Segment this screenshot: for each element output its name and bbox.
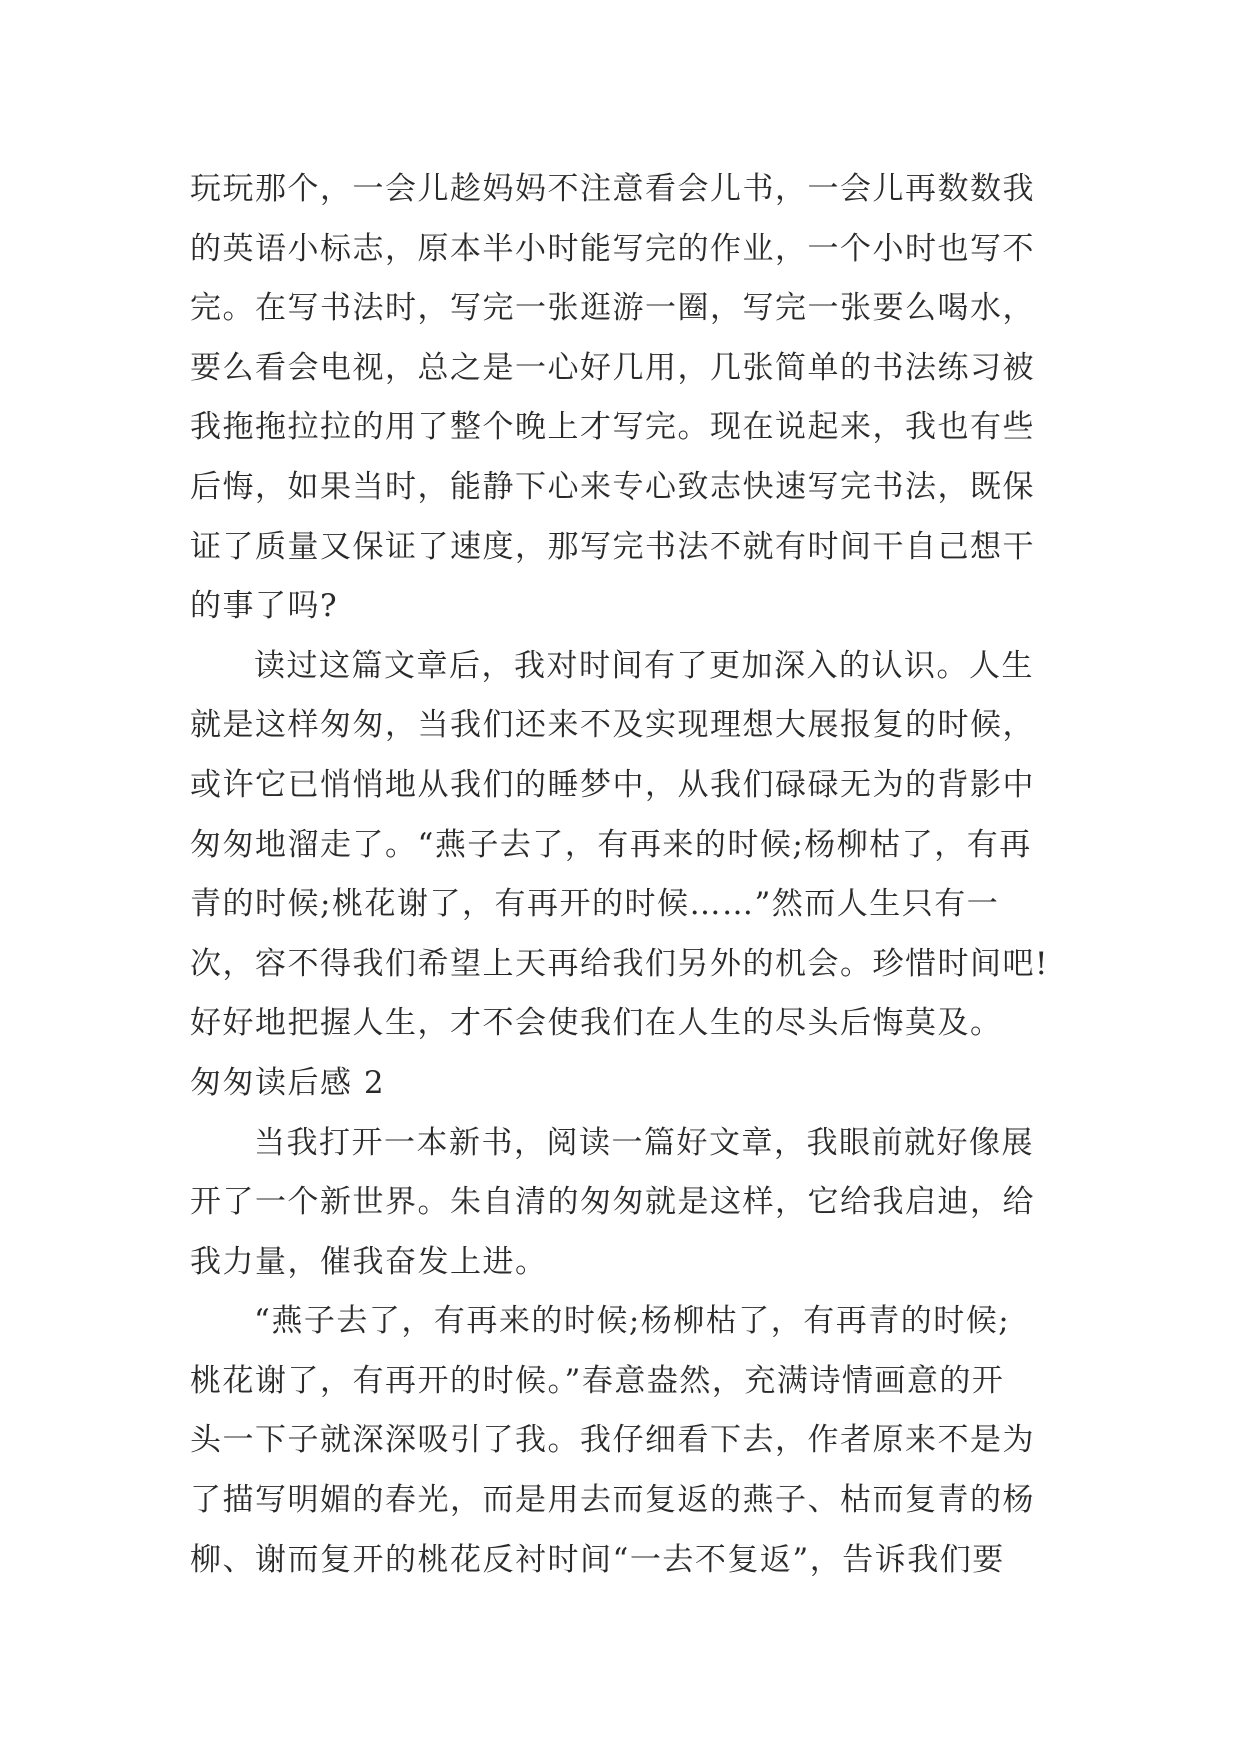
text-line: 我力量，催我奋发上进。	[190, 1243, 548, 1280]
text-line: 好好地把握人生，才不会使我们在人生的尽头后悔莫及。	[190, 1005, 1003, 1042]
text-line: “燕子去了，有再来的时候;杨柳枯了，有再青的时候;	[254, 1303, 1011, 1340]
text-line: 了描写明媚的春光，而是用去而复返的燕子、枯而复青的杨	[190, 1482, 1035, 1519]
text-line: 当我打开一本新书，阅读一篇好文章，我眼前就好像展	[254, 1124, 1034, 1161]
text-line: 次，容不得我们希望上天再给我们另外的机会。珍惜时间吧!	[190, 945, 1049, 982]
text-line: 完。在写书法时，写完一张逛游一圈，写完一张要么喝水，	[190, 290, 1035, 327]
text-line: 的事了吗?	[190, 588, 339, 625]
text-line: 证了质量又保证了速度，那写完书法不就有时间干自己想干	[190, 528, 1035, 565]
text-line: 我拖拖拉拉的用了整个晚上才写完。现在说起来，我也有些	[190, 409, 1035, 446]
text-line: 就是这样匆匆，当我们还来不及实现理想大展报复的时候，	[190, 707, 1035, 744]
text-line: 柳、谢而复开的桃花反衬时间“一去不复返”，告诉我们要	[190, 1541, 1005, 1578]
text-line: 头一下子就深深吸引了我。我仔细看下去，作者原来不是为	[190, 1422, 1035, 1459]
text-line: 的英语小标志，原本半小时能写完的作业，一个小时也写不	[190, 230, 1035, 267]
text-line: 玩玩那个，一会儿趁妈妈不注意看会儿书，一会儿再数数我	[190, 171, 1035, 207]
text-line: 读过这篇文章后，我对时间有了更加深入的认识。人生	[254, 647, 1034, 684]
text-line: 桃花谢了，有再开的时候。”春意盎然，充满诗情画意的开	[190, 1362, 1005, 1399]
text-line: 要么看会电视，总之是一心好几用，几张简单的书法练习被	[190, 349, 1035, 386]
text-line: 青的时候;桃花谢了，有再开的时候……”然而人生只有一	[190, 886, 1000, 923]
document-page	[190, 160, 1070, 1590]
section-heading: 匆匆读后感 2	[190, 1064, 386, 1101]
text-line: 或许它已悄悄地从我们的睡梦中，从我们碌碌无为的背影中	[190, 766, 1035, 803]
text-line: 后悔，如果当时，能静下心来专心致志快速写完书法，既保	[190, 468, 1035, 505]
text-line: 匆匆地溜走了。“燕子去了，有再来的时候;杨柳枯了，有再	[190, 826, 1032, 863]
text-line: 开了一个新世界。朱自清的匆匆就是这样，它给我启迪，给	[190, 1184, 1035, 1221]
